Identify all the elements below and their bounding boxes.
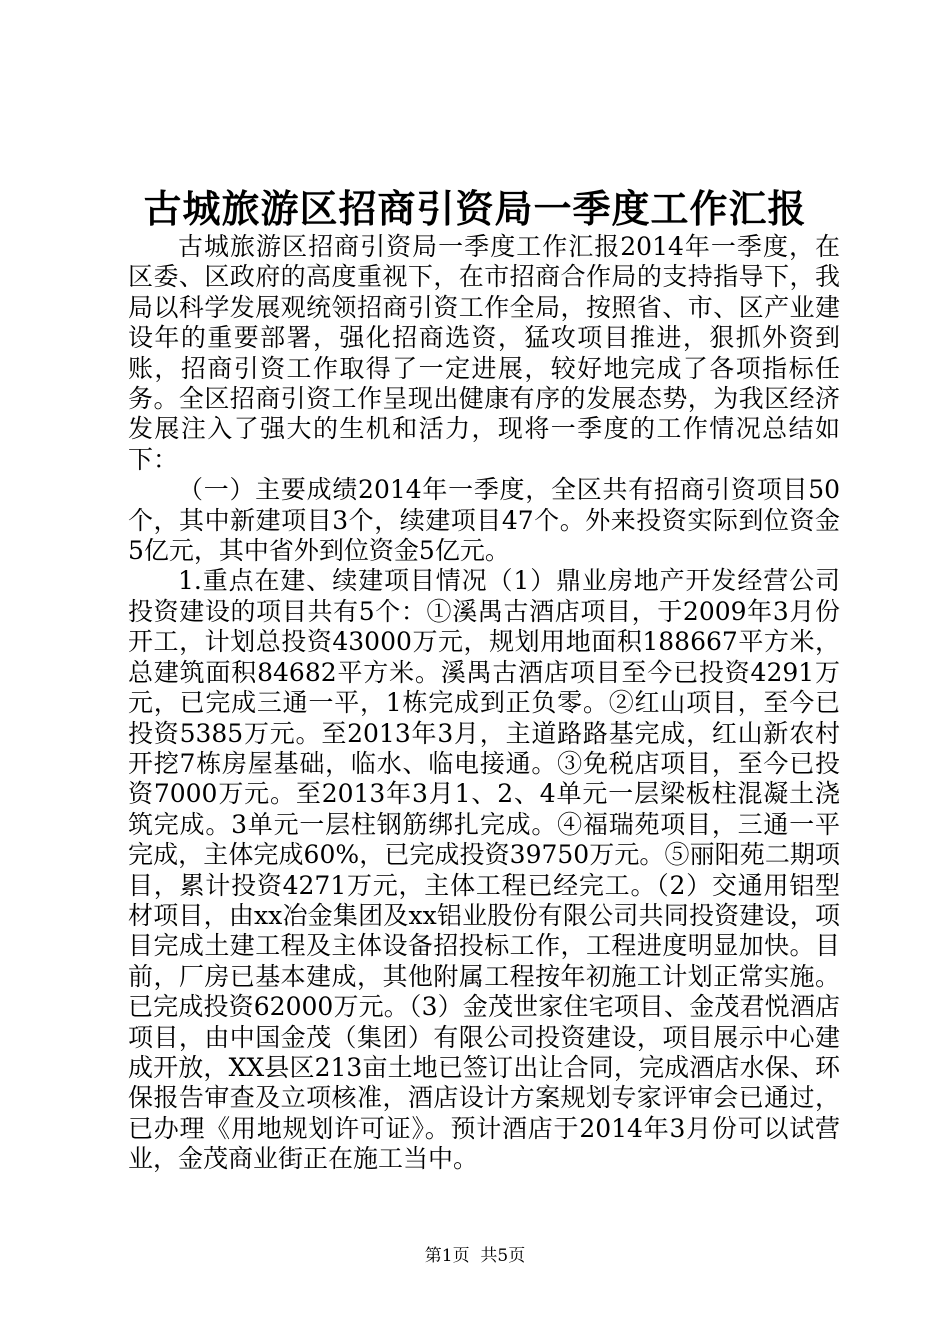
paragraph-main-results: （一）主要成绩2014年一季度，全区共有招商引资项目50个，其中新建项目3个，续建项目47个。外来投资实际到位资金5亿元，其中省外到位资金5亿元。 xyxy=(128,475,840,566)
paragraph-key-projects: 1.重点在建、续建项目情况（1）鼎业房地产开发经营公司投资建设的项目共有5个：①溪禺古酒店项目，于2009年3月份开工，计划总投资43000万元，规划用地面积188667平方米，总建筑面积84682平方米。溪禺古酒店项目至今已投资4291万元，已完成三通一平，1栋完成到正负零。②红山项目，至今已投资5385万元。至2013年3月，主道路路基完成，红山新农村开挖7栋房屋基础，临水、临电接通。③免税店项目，至今已投资7000万元。至2013年3月1、2、4单元一层梁板柱混凝土浇筑完成。3单元一层柱钢筋绑扎完成。④福瑞苑项目，三通一平完成，主体完成60%，已完成投资39750万元。⑤丽阳苑二期项目，累计投资4271万元，主体工程已经完工。（2）交通用铝型材项目，由xx冶金集团及xx铝业股份有限公司共同投资建设，项目完成土建工程及主体设备招投标工作，工程进度明显加快。目前，厂房已基本建成，其他附属工程按年初施工计划正常实施。已完成投资62000万元。（3）金茂世家住宅项目、金茂君悦酒店项目，由中国金茂（集团）有限公司投资建设，项目展示中心建成开放，XX县区213亩土地已签订出让合同，完成酒店水保、环保报告审查及立项核准，酒店设计方案规划专家评审会已通过，已办理《用地规划许可证》。预计酒店于2014年3月份可以试营业，金茂商业街正在施工当中。 xyxy=(128,566,840,1174)
page-number: 第1页 xyxy=(424,1246,470,1266)
paragraph-intro: 古城旅游区招商引资局一季度工作汇报2014年一季度，在区委、区政府的高度重视下，在市招商合作局的支持指导下，我局以科学发展观统领招商引资工作全局，按照省、市、区产业建设年的重要部署，强化招商选资，猛攻项目推进，狠抓外资到账，招商引资工作取得了一定进展，较好地完成了各项指标任务。全区招商引资工作呈现出健康有序的发展态势，为我区经济发展注入了强大的生机和活力，现将一季度的工作情况总结如下： xyxy=(128,232,840,474)
page-footer xyxy=(0,1244,950,1268)
document-title: 古城旅游区招商引资局一季度工作汇报 xyxy=(143,186,807,231)
document-body xyxy=(128,232,840,1175)
page-total: 共5页 xyxy=(480,1246,526,1266)
